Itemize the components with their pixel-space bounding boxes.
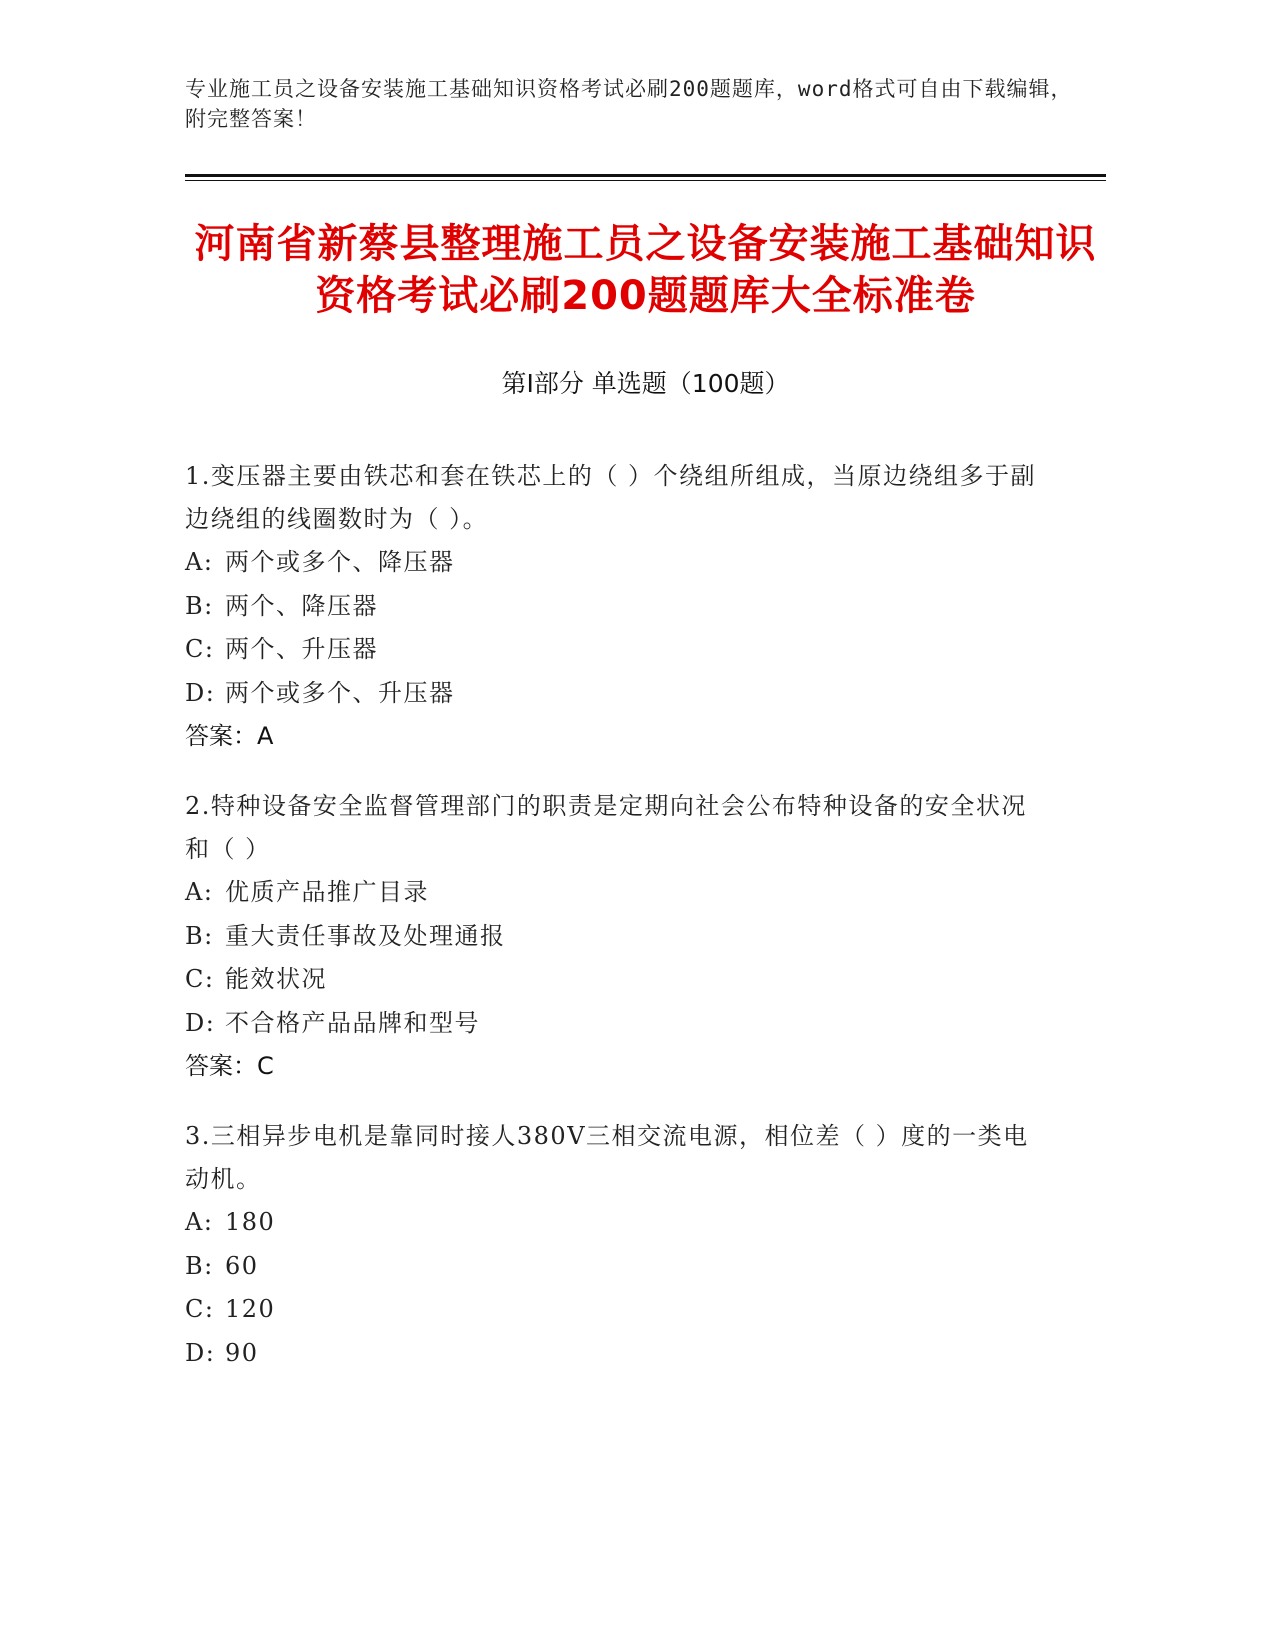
option-text: 120	[225, 1295, 276, 1323]
option-key: C:	[185, 965, 215, 993]
option-text: 两个或多个、降压器	[225, 548, 455, 576]
option-d	[185, 672, 1045, 716]
option-key: C:	[185, 1295, 215, 1323]
question-3	[185, 1115, 1045, 1375]
option-key: D:	[185, 678, 216, 707]
option-c	[185, 958, 1045, 1002]
option-key: A:	[185, 548, 214, 576]
option-a	[185, 1201, 1045, 1245]
option-d	[185, 1002, 1045, 1046]
option-text: 不合格产品品牌和型号	[225, 1008, 480, 1037]
document-title: 河南省新蔡县整理施工员之设备安装施工基础知识资格考试必刷200题题库大全标准卷	[194, 221, 1097, 319]
option-text: 90	[225, 1338, 259, 1367]
option-a	[185, 871, 1045, 915]
option-text: 两个、降压器	[225, 591, 378, 620]
option-key: B:	[185, 1251, 214, 1280]
option-b	[185, 915, 1045, 959]
option-text: 两个、升压器	[225, 635, 378, 663]
section-title: 第Ⅰ部分 单选题（100题）	[501, 369, 790, 398]
option-key: C:	[185, 635, 215, 663]
option-key: A:	[185, 1208, 214, 1236]
question-1	[185, 455, 1045, 758]
option-key: B:	[185, 921, 214, 950]
option-c	[185, 628, 1045, 672]
option-key: A:	[185, 878, 214, 906]
option-c	[185, 1288, 1045, 1332]
option-text: 两个或多个、升压器	[225, 678, 455, 707]
question-list	[185, 455, 1045, 1402]
option-text: 重大责任事故及处理通报	[225, 921, 506, 950]
option-text: 能效状况	[225, 965, 327, 993]
option-text: 180	[225, 1208, 276, 1236]
option-key: D:	[185, 1008, 216, 1037]
option-text: 60	[225, 1251, 259, 1280]
option-b	[185, 1245, 1045, 1289]
option-key: D:	[185, 1338, 216, 1367]
question-stem: 3.三相异步电机是靠同时接人380V三相交流电源，相位差（ ）度的一类电动机。	[185, 1122, 1029, 1193]
option-text: 优质产品推广目录	[225, 878, 429, 906]
option-key: B:	[185, 591, 214, 620]
header-rule-thin	[185, 180, 1106, 181]
question-stem: 1.变压器主要由铁芯和套在铁芯上的（ ）个绕组所组成，当原边绕组多于副边绕组的线圈数时为（ ）。	[185, 462, 1037, 533]
option-a	[185, 541, 1045, 585]
question-2	[185, 785, 1045, 1088]
answer-line: 答案：C	[185, 1052, 274, 1080]
header-rule-thick	[185, 174, 1106, 177]
option-d	[185, 1332, 1045, 1376]
question-stem: 2.特种设备安全监督管理部门的职责是定期向社会公布特种设备的安全状况和（ ）	[185, 792, 1027, 863]
option-b	[185, 585, 1045, 629]
header-note: 专业施工员之设备安装施工基础知识资格考试必刷200题题库，word格式可自由下载编辑，附完整答案！	[185, 77, 1073, 131]
answer-line: 答案：A	[185, 722, 274, 750]
